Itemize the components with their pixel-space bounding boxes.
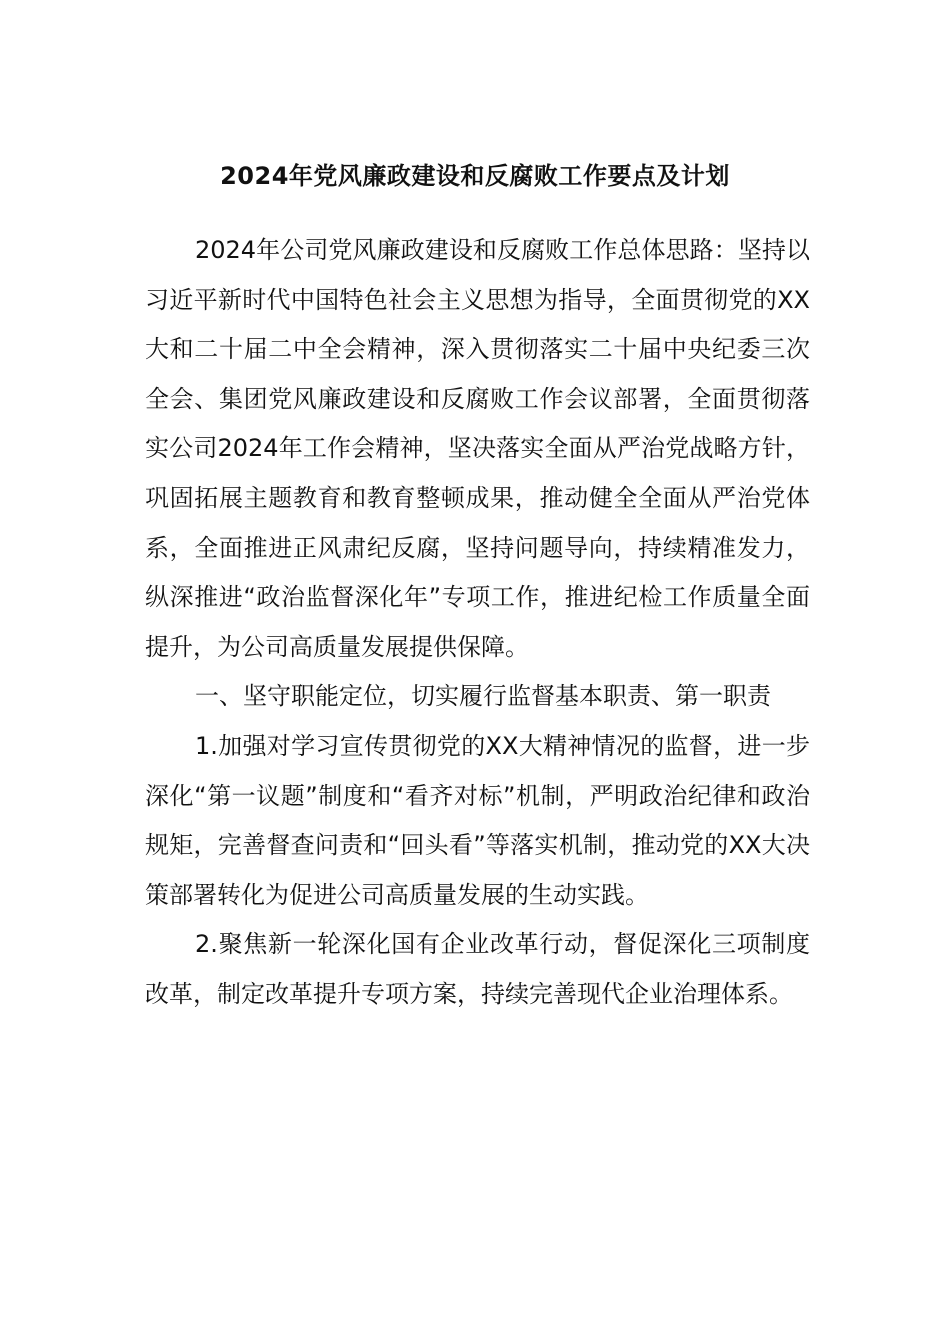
paragraph-overall-approach: 2024年公司党风廉政建设和反腐败工作总体思路：坚持以习近平新时代中国特色社会主义思想为指导，全面贯彻党的XX大和二十届二中全会精神，深入贯彻落实二十届中央纪委三次全会、集团党风廉政建设和反腐败工作会议部署，全面贯彻落实公司2024年工作会精神，坚决落实全面从严治党战略方针，巩固拓展主题教育和教育整顿成果，推动健全全面从严治党体系，全面推进正风肃纪反腐，坚持问题导向，持续精准发力，纵深推进“政治监督深化年”专项工作，推进纪检工作质量全面提升，为公司高质量发展提供保障。 bbox=[145, 236, 810, 661]
paragraph-item-1: 1.加强对学习宣传贯彻党的XX大精神情况的监督，进一步深化“第一议题”制度和“看齐对标”机制，严明政治纪律和政治规矩，完善督查问责和“回头看”等落实机制，推动党的XX大决策部署转化为促进公司高质量发展的生动实践。 bbox=[145, 731, 810, 909]
document-title: 2024年党风廉政建设和反腐败工作要点及计划 bbox=[220, 162, 730, 190]
document-body bbox=[145, 226, 810, 1020]
section-heading-1: 一、坚守职能定位，切实履行监督基本职责、第一职责 bbox=[195, 682, 771, 711]
paragraph-item-2: 2.聚焦新一轮深化国有企业改革行动，督促深化三项制度改革，制定改革提升专项方案，持续完善现代企业治理体系。 bbox=[145, 930, 810, 1008]
